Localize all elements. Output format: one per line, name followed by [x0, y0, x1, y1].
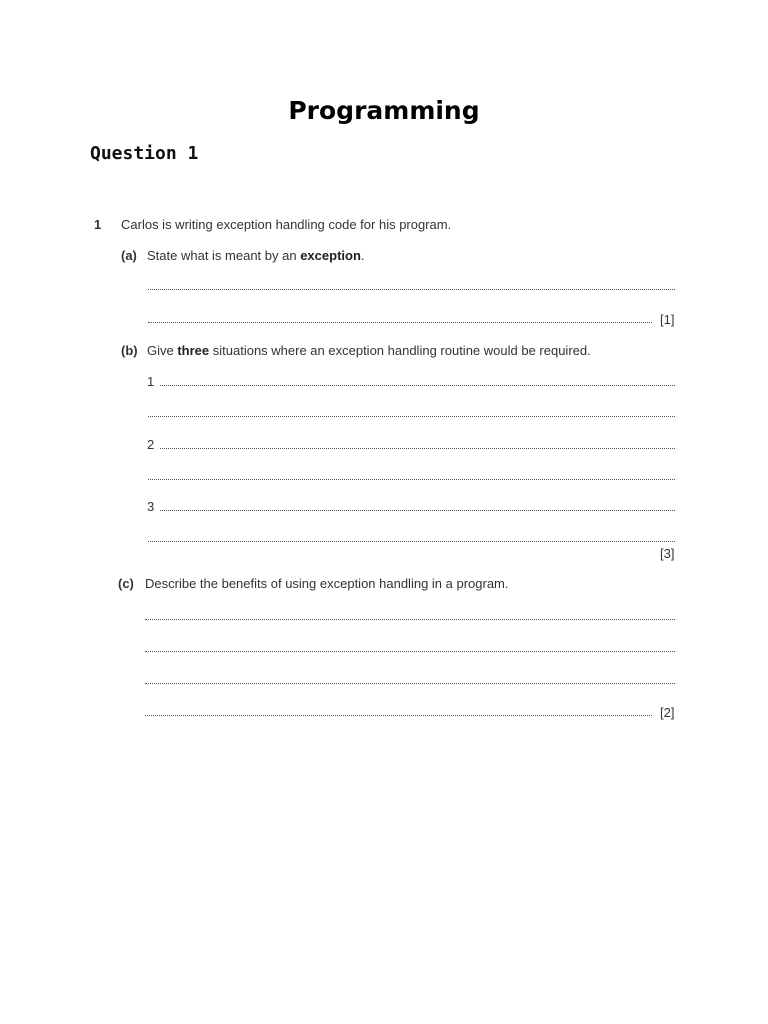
answer-line-b3a[interactable]: [160, 510, 675, 511]
answer-line-b2b[interactable]: [148, 479, 675, 480]
part-b-prompt: Give three situations where an exception handling routine would be required.: [147, 343, 591, 358]
answer-line-c4[interactable]: [145, 715, 652, 716]
situation-number-2: 2: [147, 437, 155, 452]
part-c-marks: [2]: [660, 705, 675, 720]
question-number: 1: [94, 217, 102, 232]
part-a-marks: [1]: [660, 312, 675, 327]
answer-line-c3[interactable]: [145, 683, 675, 684]
part-c-label: (c): [118, 576, 134, 591]
situation-number-3: 3: [147, 499, 155, 514]
part-a-prompt: State what is meant by an exception.: [147, 248, 365, 263]
question-stem: Carlos is writing exception handling code for his program.: [121, 217, 452, 232]
answer-line-a2[interactable]: [148, 322, 652, 323]
answer-line-b3b[interactable]: [148, 541, 675, 542]
part-b-label: (b): [121, 343, 138, 358]
answer-line-b2a[interactable]: [160, 448, 675, 449]
part-b-marks: [3]: [660, 546, 675, 561]
question-heading: Question 1: [90, 143, 199, 164]
part-a-keyword: exception: [300, 248, 361, 263]
page-title: Programming: [288, 96, 480, 125]
part-b-keyword: three: [177, 343, 210, 358]
answer-line-c1[interactable]: [145, 619, 675, 620]
answer-line-b1b[interactable]: [148, 416, 675, 417]
part-a-label: (a): [121, 248, 137, 263]
answer-line-b1a[interactable]: [160, 385, 675, 386]
part-c-prompt: Describe the benefits of using exception handling in a program.: [145, 576, 509, 591]
answer-line-c2[interactable]: [145, 651, 675, 652]
situation-number-1: 1: [147, 374, 155, 389]
answer-line-a1[interactable]: [148, 289, 675, 290]
